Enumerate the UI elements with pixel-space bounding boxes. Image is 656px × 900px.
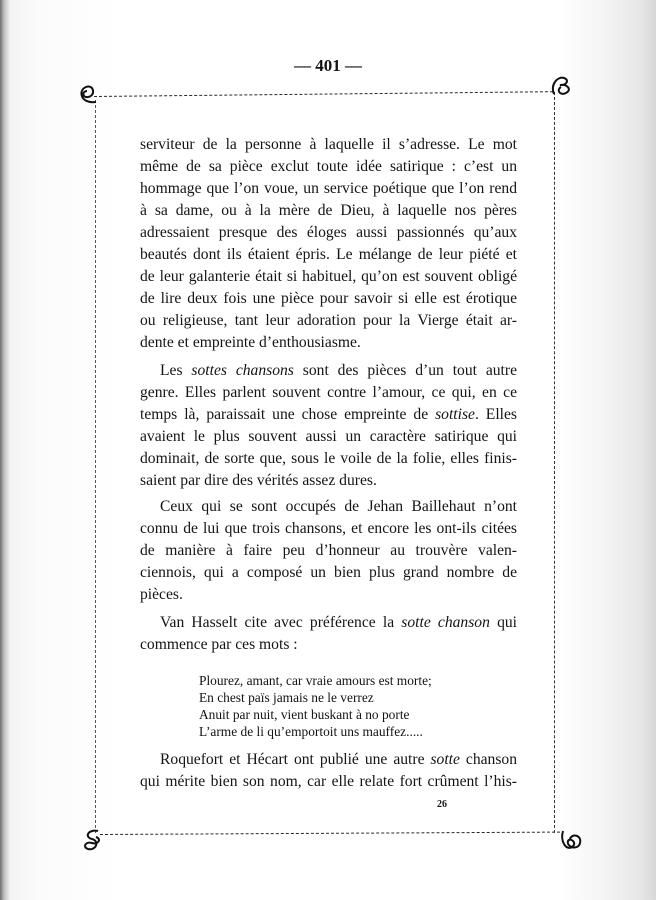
corner-ornament-icon: [548, 72, 574, 98]
text-segment: pièces.: [140, 586, 183, 603]
text-segment: de lire deux fois une pièce pour savoir si elle est érotique: [140, 290, 517, 307]
text-line: [140, 749, 517, 771]
text-line: [140, 518, 517, 540]
text-segment: ou religieuse, tant leur adoration pour la Vierge était ar-: [140, 312, 517, 329]
text-segment: connu de lui que trois chansons, et encore les ont-ils citées: [140, 520, 517, 537]
text-line: [140, 496, 517, 518]
text-line: [140, 244, 517, 266]
text-segment: chanson: [459, 751, 517, 768]
text-line: [140, 612, 517, 634]
text-segment: hommage que l’on voue, un service poétique que l’on rend: [140, 180, 517, 197]
text-line: [140, 771, 517, 793]
frame-border-top: [94, 91, 553, 97]
verse-line: L’arme de li qu’emportoit uns mauffez.....: [199, 724, 423, 739]
text-line: [140, 332, 517, 354]
text-segment: Les: [160, 362, 192, 379]
signature-mark: 26: [437, 799, 447, 810]
text-segment: qui mérite bien son nom, car elle relate fort crûment l’his-: [140, 773, 517, 790]
text-line: [140, 382, 517, 404]
italic-text: sottise: [435, 406, 475, 423]
text-segment: . Elles: [474, 406, 517, 423]
frame-border-left: [95, 100, 96, 833]
text-line: [140, 584, 517, 606]
text-segment: beautés dont ils étaient épris. Le mélange de leur piété et: [140, 246, 517, 263]
text-segment: qui: [489, 614, 518, 631]
text-line: [140, 266, 517, 288]
paragraph: [140, 612, 517, 656]
text-line: [140, 562, 517, 584]
text-line: [140, 156, 517, 178]
verse-line: En chest païs jamais ne le verrez: [199, 690, 374, 705]
verse-quotation: [140, 672, 517, 740]
text-segment: commence par ces mots :: [140, 636, 298, 653]
text-line: [140, 178, 517, 200]
text-line: [140, 426, 517, 448]
frame-border-bottom: [100, 832, 560, 835]
paragraph: [140, 360, 517, 492]
text-segment: Van Hasselt cite avec préférence la: [160, 614, 402, 631]
italic-text: sottes chansons: [191, 362, 294, 379]
text-line: [140, 222, 517, 244]
frame-border-right: [554, 92, 555, 833]
text-segment: serviteur de la personne à laquelle il s’adresse. Le mot: [140, 136, 517, 153]
text-segment: ciennois, qui a composé un bien plus grand nombre de: [140, 564, 517, 581]
text-line: [140, 470, 517, 492]
page-number: — 401 —: [294, 56, 362, 75]
text-segment: saient par dire des vérités assez dures.: [140, 472, 377, 489]
text-segment: Roquefort et Hécart ont publié une autre: [160, 751, 431, 768]
body-text: [140, 134, 517, 793]
verse-line: Plourez, amant, car vraie amours est morte;: [199, 673, 432, 688]
text-line: [140, 448, 517, 470]
text-segment: temps là, paraissait une chose empreinte de: [140, 406, 436, 423]
text-line: [140, 134, 517, 156]
text-line: [140, 310, 517, 332]
text-segment: sont des pièces d’un tout autre: [293, 362, 518, 379]
text-segment: dente et empreinte d’enthousiasme.: [140, 334, 361, 351]
text-segment: même de sa pièce exclut toute idée satirique : c’est un: [140, 158, 517, 175]
paragraph: [140, 496, 517, 606]
text-line: [140, 288, 517, 310]
text-segment: de leur galanterie était si habituel, qu’on est souvent obligé: [140, 268, 517, 285]
italic-text: sotte: [430, 751, 460, 768]
text-segment: adressaient presque des éloges aussi passionnés qu’aux: [140, 224, 517, 241]
text-segment: Ceux qui se sont occupés de Jehan Baillehaut n’ont: [160, 498, 517, 515]
corner-ornament-icon: [80, 827, 106, 853]
text-line: [140, 404, 517, 426]
text-segment: genre. Elles parlent souvent contre l’amour, ce qui, en ce: [140, 384, 517, 401]
text-line: [140, 200, 517, 222]
text-line: [140, 634, 517, 656]
verse-line: Anuit par nuit, vient buskant à no porte: [199, 707, 410, 722]
italic-text: sotte chanson: [401, 614, 490, 631]
corner-ornament-icon: [76, 82, 102, 108]
text-segment: de manière à faire peu d’honneur au trouvère valen-: [140, 542, 517, 559]
text-line: [140, 360, 517, 382]
text-line: [140, 540, 517, 562]
corner-ornament-icon: [558, 827, 584, 853]
text-segment: avaient le plus souvent aussi un caractère satirique qui: [140, 428, 517, 445]
text-segment: dominait, de sorte que, sous le voile de la folie, elles finis-: [140, 450, 517, 467]
paragraph: [140, 749, 517, 793]
text-segment: à sa dame, ou à la mère de Dieu, à laquelle nos pères: [140, 202, 517, 219]
paragraph: [140, 134, 517, 354]
